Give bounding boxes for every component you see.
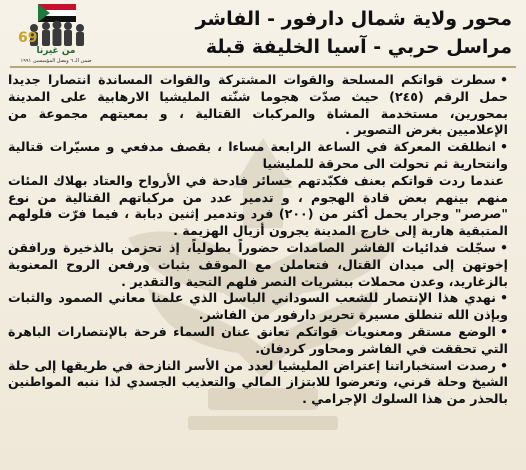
bullet-marker: •: [499, 239, 508, 255]
paragraph-7: [8, 358, 508, 408]
paragraph-text: عندما ردت قواتكم بعنف فكبّدتهم خسائر فادحة في الأرواح والعتاد بهلاك المئات منهم بينهم بعض قادة الهجوم ، و تدمير عدد من مركباتهم القتالية من نوع "صرصر" وجرار يحمل أكثر من (٢٠٠) فرد وتدمير إثنين دبابة ، فيما فرّت فلولهم المتبقية هاربة إلى خارج المدينة يجرون أزيال الهزيمة .: [8, 172, 508, 239]
paragraph-text: انطلقت المعركة في الساعة الرابعة مساءا ، بقصف مدفعي و مسيّرات قتالية وانتحارية ثم تحولت الى محرقة للمليشيا: [8, 139, 508, 171]
bullet-marker: •: [499, 72, 508, 87]
header-divider: [10, 66, 516, 68]
page-title: محور ولاية شمال دارفور - الفاشر: [195, 8, 512, 30]
article-body: [8, 72, 508, 408]
document-header: [0, 0, 526, 70]
bullet-marker: •: [499, 323, 508, 339]
bullet-marker: •: [499, 357, 508, 373]
paragraph-2: [8, 139, 508, 173]
paragraph-4: [8, 240, 508, 290]
page-subtitle: مراسل حربي - آسيا الخليفة قبلة: [205, 36, 512, 58]
bullet-marker: •: [499, 139, 508, 155]
paragraph-text: الوضع مستقر ومعنويات قواتكم تعانق عنان السماء فرحة بالإنتصارات الباهرة التي تحققت في الفاشر ومحاور كردفان.: [8, 323, 508, 356]
paragraph-5: [8, 290, 508, 324]
paragraph-text: سجّلت فدائيات الفاشر الصامدات حضوراً بطولياً، إذ تحزمن بالذخيرة ورافقن إخوتهن إلى ميدان القتال، فتعاملن مع الموقف بثبات ورفعن الروح المعنوية بالزغاريد، وعدن محملات ببشريات النصر فلهم التحية والتقدير .: [8, 239, 508, 289]
logo-caption: من غيرنا: [36, 46, 76, 56]
paragraph-text: سطرت قواتكم المسلحة والقوات المشتركة والقوات المساندة انتصارا جديدا حمل الرقم (٢٤٥) حيث صدّت هجوما شنّته المليشيا الارهابية على المدينة بمحورين، مستخدمة المشاة والمركبات القتالية ، و بمعيتهم مجموعة من الإعلاميين بغرض التصوير .: [8, 72, 508, 138]
bullet-marker: •: [499, 290, 508, 306]
svg-text:69: 69: [18, 30, 38, 46]
paragraph-text: رصدت استخباراتنا إعتراض المليشيا لعدد من الأسر النازحة في طريقها إلى حلة الشيخ وحلة قرني، وتعرضوا للابتزاز المالي والتعذيب الجسدي لذا ننبه المواطنين بالحذر من هذا السلوك الإجرامي .: [8, 357, 508, 407]
paragraph-3: [8, 173, 508, 240]
paragraph-6: [8, 324, 508, 358]
paragraph-text: نهدي هذا الإنتصار للشعب السوداني الباسل الذي علمنا معاني الصمود والثبات وبإذن الله تنطلق مسيرة تحرير دارفور من الفاشر.: [8, 290, 508, 323]
paragraph-1: [8, 72, 508, 139]
logo-subcaption: ضمن الـ ٦ ويصل المؤسسين ١٩٩١: [20, 58, 92, 64]
